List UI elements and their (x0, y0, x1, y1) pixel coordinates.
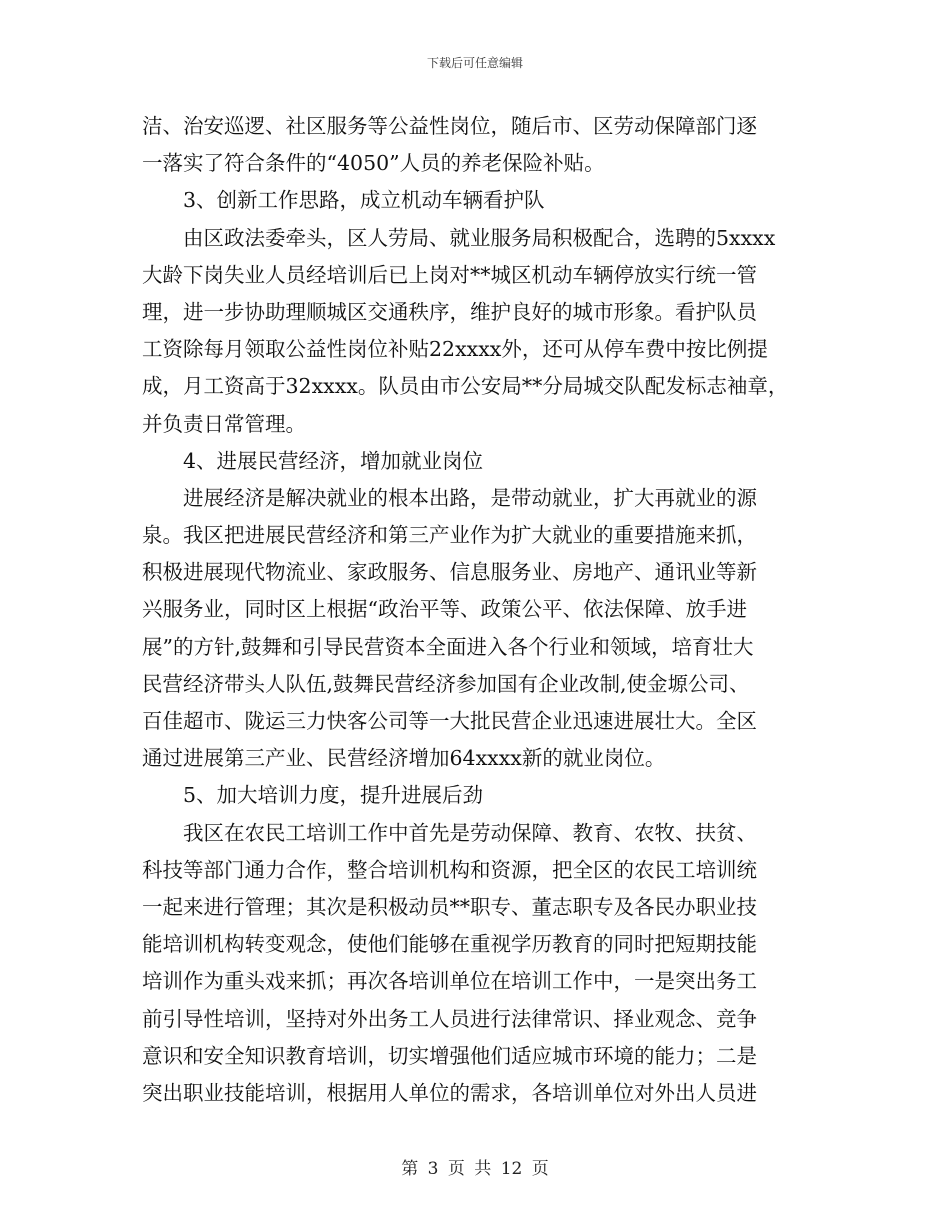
text-line: 3、创新工作思路，成立机动车辆看护队 (183, 188, 545, 213)
text-line: 4、进展民营经济，增加就业岗位 (183, 448, 484, 473)
text-line: 能培训机构转变观念，使他们能够在重视学历教育的同时把短期技能 (142, 932, 757, 957)
text-line: 积极进展现代物流业、家政服务、信息服务业、房地产、通讯业等新 (142, 560, 757, 585)
text-line: 进展经济是解决就业的根本出路，是带动就业，扩大再就业的源 (183, 485, 757, 510)
page-header: 下载后可任意编辑 (426, 56, 523, 70)
text-line: 5、加大培训力度，提升进展后劲 (183, 783, 484, 808)
text-line: 理，进一步协助理顺城区交通秩序，维护良好的城市形象。看护队员 (142, 299, 757, 324)
page-footer: 第 3 页 共 12 页 (401, 1159, 549, 1179)
text-line: 工资除每月领取公益性岗位补贴22xxxx外，还可从停车费中按比例提 (142, 337, 768, 362)
text-line: 我区在农民工培训工作中首先是劳动保障、教育、农牧、扶贫、 (183, 820, 757, 845)
text-line: 意识和安全知识教育培训，切实增强他们适应城市环境的能力；二是 (142, 1043, 757, 1068)
text-line: 一起来进行管理；其次是积极动员**职专、董志职专及各民办职业技 (142, 894, 757, 919)
text-line: 百佳超市、陇运三力快客公司等一大批民营企业迅速进展壮大。全区 (142, 709, 757, 733)
text-line: 并负责日常管理。 (142, 411, 306, 436)
text-line: 大龄下岗失业人员经培训后已上岗对**城区机动车辆停放实行统一管 (142, 262, 757, 287)
text-line: 展”的方针,鼓舞和引导民营资本全面进入各个行业和领域，培育壮大 (142, 634, 754, 659)
text-line: 泉。我区把进展民营经济和第三产业作为扩大就业的重要措施来抓， (142, 523, 757, 548)
text-line: 兴服务业，同时区上根据“政治平等、政策公平、依法保障、放手进 (142, 597, 747, 622)
text-line: 民营经济带头人队伍,鼓舞民营经济参加国有企业改制,使金塬公司、 (142, 671, 750, 696)
text-line: 由区政法委牵头，区人劳局、就业服务局积极配合，选聘的5xxxx (183, 225, 776, 250)
document-body (142, 108, 814, 1112)
text-line: 培训作为重头戏来抓；再次各培训单位在培训工作中，一是突出务工 (142, 969, 757, 994)
text-line: 成，月工资高于32xxxx。队员由市公安局**分局城交队配发标志袖章， (142, 374, 789, 399)
text-line: 通过进展第三产业、民营经济增加64xxxx新的就业岗位。 (142, 746, 666, 771)
text-line: 洁、治安巡逻、社区服务等公益性岗位，随后市、区劳动保障部门逐 (142, 114, 757, 138)
text-line: 科技等部门通力合作，整合培训机构和资源，把全区的农民工培训统 (142, 857, 757, 882)
text-line: 一落实了符合条件的“4050”人员的养老保险补贴。 (142, 151, 605, 176)
text-line: 突出职业技能培训，根据用人单位的需求，各培训单位对外出人员进 (142, 1080, 757, 1105)
text-line: 前引导性培训，坚持对外出务工人员进行法律常识、择业观念、竞争 (142, 1006, 757, 1031)
